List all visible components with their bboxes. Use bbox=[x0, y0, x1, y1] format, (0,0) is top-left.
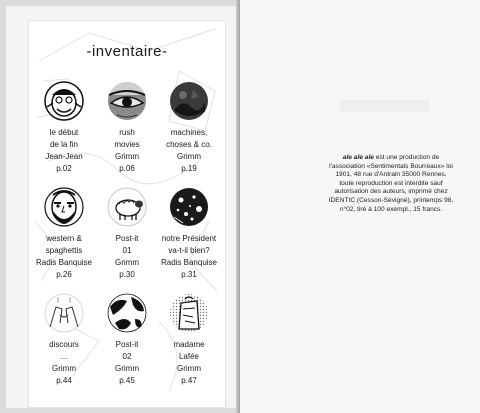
item-page: p.44 bbox=[56, 376, 72, 385]
item-page: p.19 bbox=[181, 164, 197, 173]
item-line: discours bbox=[49, 340, 79, 349]
inventory-title: -inventaire- bbox=[86, 43, 168, 60]
item-line: 02 bbox=[122, 352, 132, 361]
item-line: movies bbox=[114, 140, 140, 149]
doodle-box-icon bbox=[169, 293, 209, 333]
eye-closeup-icon bbox=[107, 81, 147, 121]
item-line: Post-it bbox=[115, 340, 139, 349]
inventory-sheet bbox=[28, 20, 226, 408]
item-line: western & bbox=[46, 234, 82, 243]
item-page: p.47 bbox=[181, 376, 197, 385]
item-author: Radis Banquise bbox=[35, 258, 93, 267]
colophon-brand: aïe aïe aïe bbox=[342, 154, 374, 161]
caricature-face-icon bbox=[44, 81, 84, 121]
item-line: va-t-il bien? bbox=[168, 246, 210, 255]
item-page: p.06 bbox=[119, 164, 135, 173]
item-line: 01 bbox=[122, 246, 132, 255]
item-line: rush bbox=[119, 128, 135, 137]
splatter-icon bbox=[169, 187, 209, 227]
item-line: ... bbox=[60, 352, 68, 361]
item-line: le début bbox=[49, 128, 79, 137]
inventory-item bbox=[153, 81, 225, 175]
item-line: madame bbox=[173, 340, 205, 349]
inventory-item bbox=[28, 81, 100, 175]
item-line: spaghettis bbox=[45, 246, 83, 255]
item-author: Grimm bbox=[115, 258, 139, 267]
item-page: p.30 bbox=[119, 270, 135, 279]
item-page: p.31 bbox=[181, 270, 197, 279]
cow-pattern-icon bbox=[107, 293, 147, 333]
left-page bbox=[6, 6, 238, 408]
item-author: Grimm bbox=[115, 152, 139, 161]
item-author: Grimm bbox=[52, 364, 76, 373]
inventory-item bbox=[28, 187, 100, 281]
item-line: de la fin bbox=[49, 140, 79, 149]
item-line: machines, bbox=[170, 128, 208, 137]
dark-photo-icon bbox=[169, 81, 209, 121]
item-line: notre Président bbox=[161, 234, 217, 243]
sheep-icon bbox=[107, 187, 147, 227]
colophon-text: est une production de l'association «Sentimentals Bourreaux» loi 1901, 48 rue d'Antrain 35000 Rennes. toute reproduction est interdite sauf autorisation des auteurs, imprimé chez IDENTIC (Cesson-Sévigné), printemps 98, n°02, tiré à 100 exempl., 15 francs. bbox=[328, 154, 454, 213]
colophon bbox=[328, 154, 454, 214]
item-line: Post-it bbox=[115, 234, 139, 243]
hands-sketch-icon bbox=[44, 293, 84, 333]
item-author: Radis Banquise bbox=[160, 258, 218, 267]
show-through-mark bbox=[340, 100, 430, 112]
item-author: Grimm bbox=[177, 152, 201, 161]
item-author: Jean-Jean bbox=[45, 152, 83, 161]
item-page: p.45 bbox=[119, 376, 135, 385]
item-author: Grimm bbox=[177, 364, 201, 373]
item-author: Grimm bbox=[115, 364, 139, 373]
inventory-item bbox=[153, 187, 225, 281]
bearded-man-icon bbox=[44, 187, 84, 227]
item-page: p.26 bbox=[56, 270, 72, 279]
item-line: choses & co. bbox=[166, 140, 212, 149]
inventory-item bbox=[28, 293, 100, 387]
inventory-item bbox=[153, 293, 225, 387]
item-page: p.02 bbox=[56, 164, 72, 173]
item-line: Lafée bbox=[178, 352, 200, 361]
